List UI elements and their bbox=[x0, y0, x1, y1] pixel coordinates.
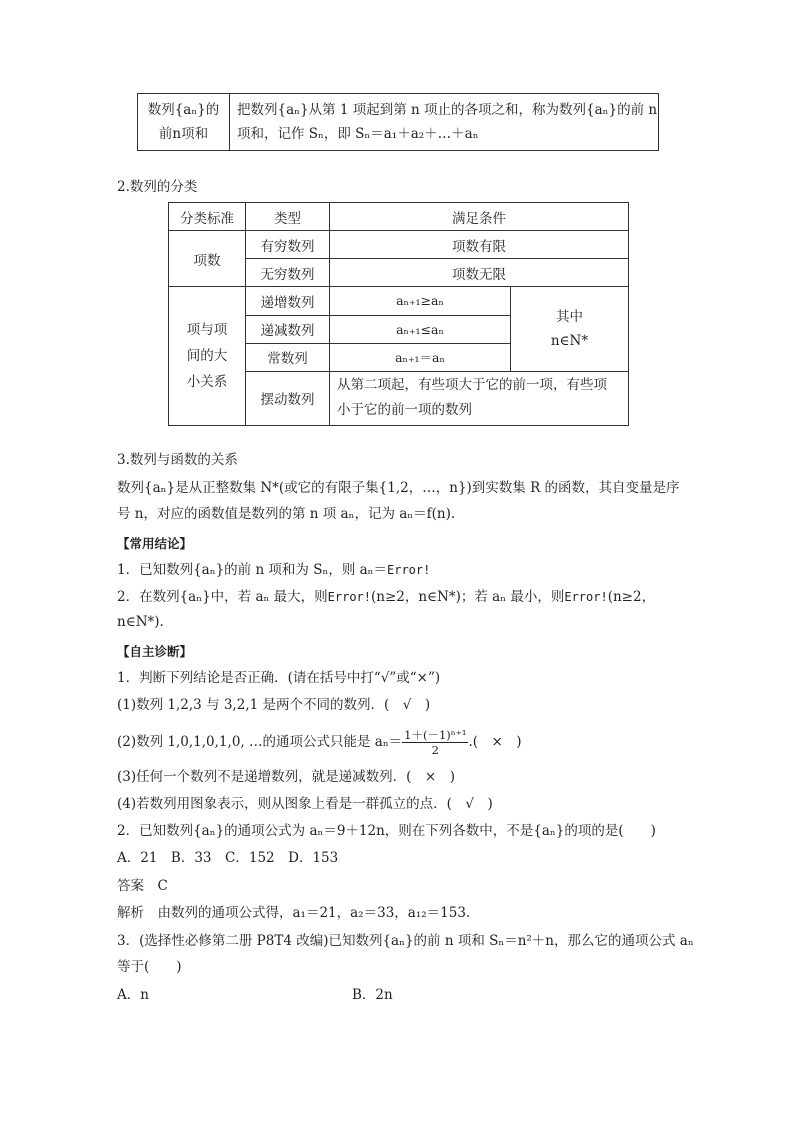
conclusion-item bbox=[117, 560, 430, 580]
type-cell: 无穷数列 bbox=[246, 259, 330, 287]
group-label bbox=[169, 287, 246, 426]
answer-line: 答案 C bbox=[117, 878, 168, 894]
group-label-line: 小关系 bbox=[186, 374, 228, 391]
error-text: Error! bbox=[564, 590, 608, 604]
diagnosis-heading: 【自主诊断】 bbox=[117, 644, 193, 659]
term-line: 数列{aₙ}的 bbox=[147, 102, 220, 118]
conclusion-text: (n≥2， bbox=[607, 589, 656, 605]
paragraph-line: 数列{aₙ}是从正整数集 N*(或它的有限子集{1,2，…，n})到实数集 R 的函数，其自变量是序 bbox=[117, 480, 680, 496]
option-a: A．n bbox=[117, 987, 149, 1003]
header-cell: 满足条件 bbox=[330, 203, 629, 231]
type-cell: 递减数列 bbox=[246, 315, 330, 343]
header-cell: 类型 bbox=[246, 203, 330, 231]
statement-3: (3)任何一个数列不是递增数列，就是递减数列．( × ) bbox=[117, 769, 455, 785]
statement-text: (2)数列 1,0,1,0,1,0, …的通项公式只能是 aₙ＝ bbox=[117, 734, 403, 750]
question-3: 3．(选择性必修第二册 P8T4 改编)已知数列{aₙ}的前 n 项和 Sₙ＝n²＋n，那么它的通项公式 aₙ bbox=[117, 933, 694, 949]
condition-cell: aₙ₊₁＝aₙ bbox=[330, 343, 511, 371]
side-note-line: 其中 bbox=[556, 309, 583, 326]
section-heading: 2.数列的分类 bbox=[117, 179, 198, 195]
error-text: Error! bbox=[387, 563, 431, 577]
condition-cell: aₙ₊₁≥aₙ bbox=[330, 287, 511, 315]
definition-line: 把数列{aₙ}从第 1 项起到第 n 项止的各项之和，称为数列{aₙ}的前 n bbox=[237, 102, 658, 118]
definition-table bbox=[137, 93, 659, 151]
statement-1: (1)数列 1,2,3 与 3,2,1 是两个不同的数列．( √ ) bbox=[117, 697, 431, 713]
analysis-line: 解析 由数列的通项公式得，a₁＝21，a₂＝33，a₁₂＝153. bbox=[117, 905, 471, 921]
conclusion-text: (n≥2，n∈N*)；若 aₙ 最小，则 bbox=[371, 589, 565, 605]
type-cell: 常数列 bbox=[246, 343, 330, 371]
option-b: B．2n bbox=[352, 987, 393, 1003]
conclusions-heading: 【常用结论】 bbox=[117, 536, 193, 551]
side-note-cell bbox=[511, 287, 629, 371]
conclusion-text: 2．在数列{aₙ}中，若 aₙ 最大，则 bbox=[117, 589, 328, 605]
type-cell: 摆动数列 bbox=[246, 371, 330, 425]
type-cell: 递增数列 bbox=[246, 287, 330, 315]
term-line: 前n项和 bbox=[158, 126, 209, 142]
condition-cell: aₙ₊₁≤aₙ bbox=[330, 315, 511, 343]
fraction bbox=[402, 728, 468, 757]
group-label: 项数 bbox=[169, 231, 246, 287]
condition-cell: 项数无限 bbox=[330, 259, 629, 287]
group-label-line: 项与项 bbox=[186, 322, 228, 339]
statement-2 bbox=[117, 722, 522, 762]
error-text: Error! bbox=[327, 590, 371, 604]
classification-table bbox=[168, 202, 629, 426]
question-1: 1．判断下列结论是否正确．(请在括号中打“√”或“×”) bbox=[117, 670, 441, 686]
question-2: 2．已知数列{aₙ}的通项公式为 aₙ＝9＋12n，则在下列各数中，不是{aₙ}的项的是( ) bbox=[117, 823, 656, 839]
group-label-line: 间的大 bbox=[186, 348, 228, 365]
type-cell: 有穷数列 bbox=[246, 231, 330, 259]
header-cell: 分类标准 bbox=[169, 203, 246, 231]
conclusion-item-continued: n∈N*). bbox=[117, 614, 164, 630]
definition-line: 项和，记作 Sₙ，即 Sₙ＝a₁＋a₂＋…＋aₙ bbox=[237, 126, 479, 142]
definition-term-cell bbox=[138, 94, 230, 151]
side-note-line: n∈N* bbox=[550, 333, 589, 350]
paragraph-line: 号 n，对应的函数值是数列的第 n 项 aₙ，记为 aₙ＝f(n). bbox=[117, 506, 456, 522]
condition-cell: 项数有限 bbox=[330, 231, 629, 259]
conclusion-item bbox=[117, 587, 655, 607]
condition-line: 从第二项起，有些项大于它的前一项，有些项 bbox=[337, 377, 607, 394]
condition-line: 小于它的前一项的数列 bbox=[337, 402, 472, 419]
fraction-denominator: 2 bbox=[431, 743, 439, 757]
definition-text-cell bbox=[230, 94, 659, 151]
condition-cell bbox=[330, 371, 629, 425]
section-heading: 3.数列与函数的关系 bbox=[117, 452, 238, 468]
question-3-continued: 等于( ) bbox=[117, 959, 182, 975]
statement-4: (4)若数列用图象表示，则从图象上看是一群孤立的点．( √ ) bbox=[117, 796, 493, 812]
statement-text: .( × ) bbox=[468, 734, 522, 750]
fraction-numerator: 1＋(－1)ⁿ⁺¹ bbox=[404, 728, 467, 742]
question-2-options: A．21 B．33 C．152 D．153 bbox=[117, 850, 339, 866]
conclusion-text: 1．已知数列{aₙ}的前 n 项和为 Sₙ，则 aₙ＝ bbox=[117, 562, 387, 578]
